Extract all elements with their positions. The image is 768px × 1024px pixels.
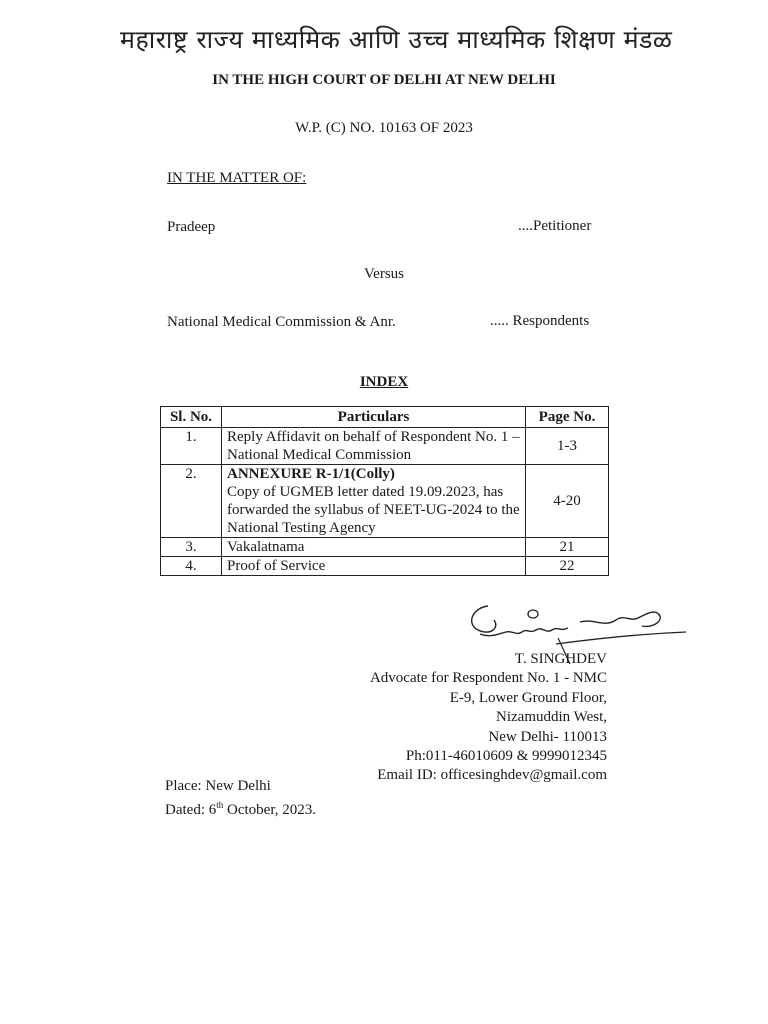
table-row (161, 538, 609, 557)
row-page-no: 22 (526, 557, 609, 576)
column-header-page-no: Page No. (526, 407, 609, 428)
date-prefix: Dated: 6 (165, 802, 217, 818)
advocate-address-line1: E-9, Lower Ground Floor, (449, 689, 607, 706)
advocate-email: Email ID: officesinghdev@gmail.com (377, 767, 607, 784)
versus-label: Versus (364, 266, 404, 282)
advocate-block (300, 650, 607, 786)
row-particulars-cell (222, 465, 526, 538)
row-particulars: Copy of UGMEB letter dated 19.09.2023, has forwarded the syllabus of NEET-UG-2024 to the National Testing Agency (227, 484, 520, 536)
column-header-sl-no: Sl. No. (161, 407, 222, 428)
table-row (161, 465, 609, 538)
board-header: महाराष्ट्र राज्य माध्यमिक आणि उच्च माध्यमिक शिक्षण मंडळ (120, 25, 673, 54)
place-date-block (165, 777, 316, 820)
petitioner-name: Pradeep (167, 219, 216, 235)
row-page-no: 21 (526, 538, 609, 557)
row-sl-no: 4. (161, 557, 222, 576)
table-row (161, 428, 609, 465)
advocate-designation: Advocate for Respondent No. 1 - NMC (369, 670, 607, 687)
row-sl-no: 1. (161, 428, 222, 465)
matter-heading: IN THE MATTER OF: (167, 170, 307, 186)
petitioner-role: ....Petitioner (518, 218, 592, 234)
index-title: INDEX (359, 374, 409, 390)
index-header-row (161, 407, 609, 428)
row-particulars: Reply Affidavit on behalf of Respondent No. 1 – National Medical Commission (222, 428, 526, 465)
advocate-address-line3: New Delhi- 110013 (488, 728, 607, 745)
row-page-no: 1-3 (526, 428, 609, 465)
table-row (161, 557, 609, 576)
respondent-role: ..... Respondents (490, 313, 590, 329)
court-title: IN THE HIGH COURT OF DELHI AT NEW DELHI (212, 72, 556, 88)
respondent-name: National Medical Commission & Anr. (167, 314, 396, 330)
advocate-address-line2: Nizamuddin West, (496, 709, 607, 726)
advocate-phone: Ph:011-46010609 & 9999012345 (405, 748, 607, 765)
place-line: Place: New Delhi (165, 778, 271, 794)
advocate-name: T. SINGHDEV (514, 651, 607, 667)
row-particulars: Vakalatnama (222, 538, 526, 557)
column-header-particulars: Particulars (222, 407, 526, 428)
annexure-title: ANNEXURE R-1/1(Colly) (227, 466, 395, 482)
row-particulars: Proof of Service (222, 557, 526, 576)
row-page-no: 4-20 (526, 465, 609, 538)
index-table (160, 406, 609, 576)
case-number: W.P. (C) NO. 10163 OF 2023 (295, 120, 473, 136)
date-line (165, 796, 316, 820)
row-sl-no: 2. (161, 465, 222, 538)
date-suffix: October, 2023. (223, 802, 316, 818)
row-sl-no: 3. (161, 538, 222, 557)
date-ordinal-suffix: th (216, 800, 224, 810)
